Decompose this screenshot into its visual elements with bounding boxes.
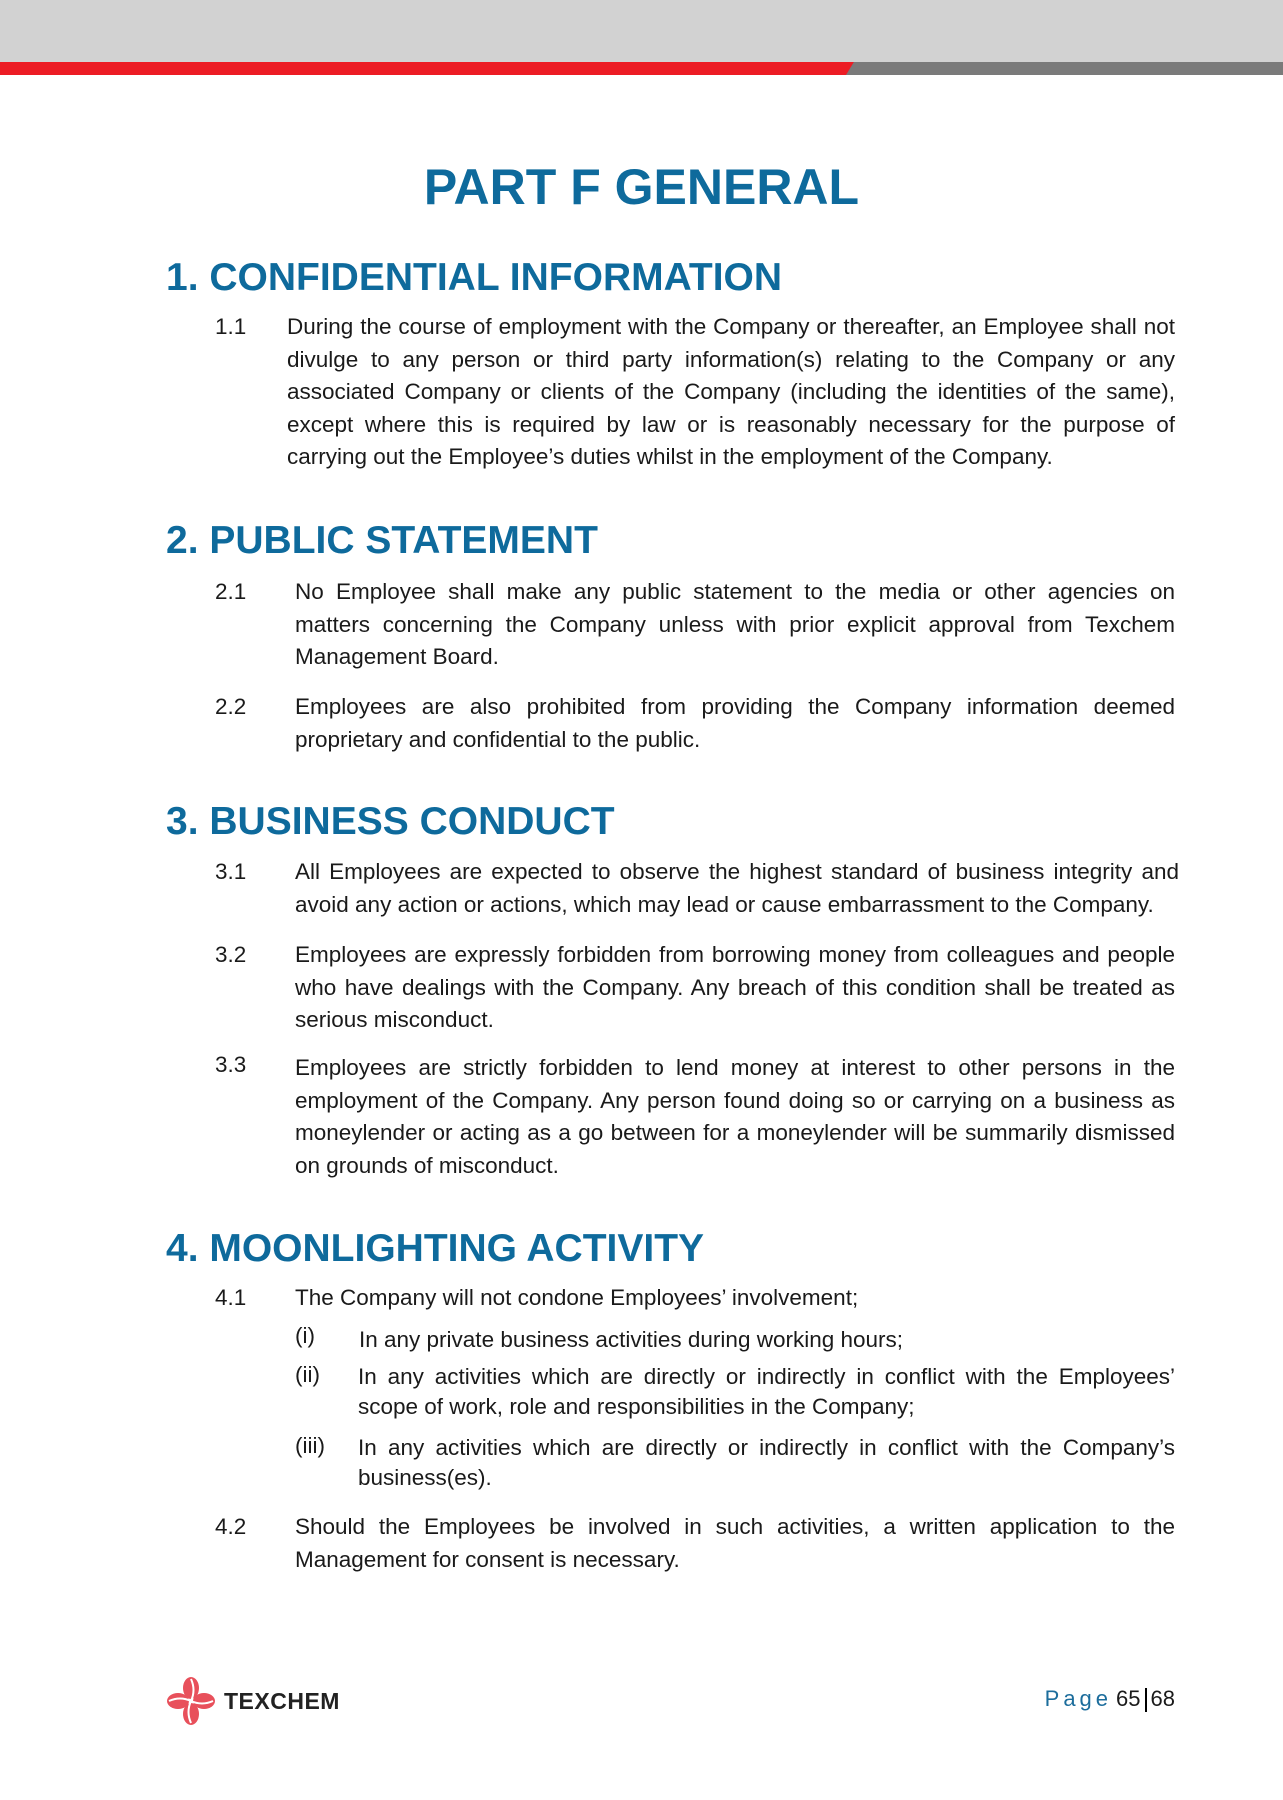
section-heading: 3. BUSINESS CONDUCT: [166, 800, 615, 843]
clause-number: 3.1: [215, 859, 247, 884]
clause-number: 3.3: [215, 1052, 247, 1077]
clause-text: Should the Employees be involved in such activities, a written application to the Management for consent is necessary.: [295, 1514, 1175, 1572]
clause-text: During the course of employment with the Company or thereafter, an Employee shall not divulge to any person or third party information(s) relating to the Company or any associated Company or clients of the Company (including the identities of the same), except where this is required by law or is reasonably necessary for the purpose of carrying out the Employee’s duties whilst in the employment of the Company.: [287, 314, 1175, 469]
clause-text: Employees are expressly forbidden from borrowing money from colleagues and people who have dealings with the Company. Any breach of this condition shall be treated as serious misconduct.: [295, 942, 1175, 1032]
clause-number: 3.2: [215, 942, 247, 967]
clause-number: 1.1: [215, 314, 247, 339]
clause-number: 4.1: [215, 1285, 247, 1310]
page-title: PART F GENERAL: [423, 159, 860, 215]
subclause-number: (ii): [295, 1362, 320, 1387]
subclause-number: (iii): [295, 1433, 325, 1458]
header-grey-stripe: [846, 62, 1283, 75]
subclause-text: In any private business activities during working hours;: [359, 1327, 904, 1352]
logo-text: TEXCHEM: [224, 1687, 340, 1714]
clause-number: 2.2: [215, 694, 247, 719]
page-current: 65: [1116, 1686, 1141, 1711]
header-band: [0, 0, 1283, 62]
clause-text: The Company will not condone Employees’ involvement;: [295, 1285, 859, 1310]
subclause-text: In any activities which are directly or indirectly in conflict with the Company’s business(es).: [358, 1435, 1175, 1490]
page-label: Page: [1044, 1686, 1113, 1711]
texchem-logo: [166, 1676, 340, 1726]
subclause-number: (i): [295, 1323, 315, 1348]
texchem-logo-icon: [166, 1676, 216, 1726]
section-heading: 1. CONFIDENTIAL INFORMATION: [166, 256, 783, 299]
header-red-stripe: [0, 62, 860, 75]
section-heading: 2. PUBLIC STATEMENT: [166, 519, 598, 562]
clause-text: Employees are also prohibited from providing the Company information deemed proprietary and confidential to the public.: [295, 694, 1175, 752]
clause-number: 4.2: [215, 1514, 247, 1539]
page-separator: [1145, 1688, 1147, 1712]
clause-text: Employees are strictly forbidden to lend money at interest to other persons in the employment of the Company. Any person found doing so or carrying on a business as moneylender or acting as a go between for a moneylender will be summarily dismissed on grounds of misconduct.: [295, 1055, 1175, 1178]
section-heading: 4. MOONLIGHTING ACTIVITY: [166, 1227, 705, 1270]
subclause-text: In any activities which are directly or indirectly in conflict with the Employees’ scope of work, role and responsibilities in the Company;: [358, 1364, 1175, 1419]
clause-text: No Employee shall make any public statement to the media or other agencies on matters concerning the Company unless with prior explicit approval from Texchem Management Board.: [295, 579, 1175, 669]
page-number: [1045, 1686, 1175, 1712]
clause-number: 2.1: [215, 579, 247, 604]
page-total: 68: [1150, 1686, 1175, 1711]
clause-text: All Employees are expected to observe the highest standard of business integrity and avoid any action or actions, which may lead or cause embarrassment to the Company.: [295, 859, 1179, 917]
